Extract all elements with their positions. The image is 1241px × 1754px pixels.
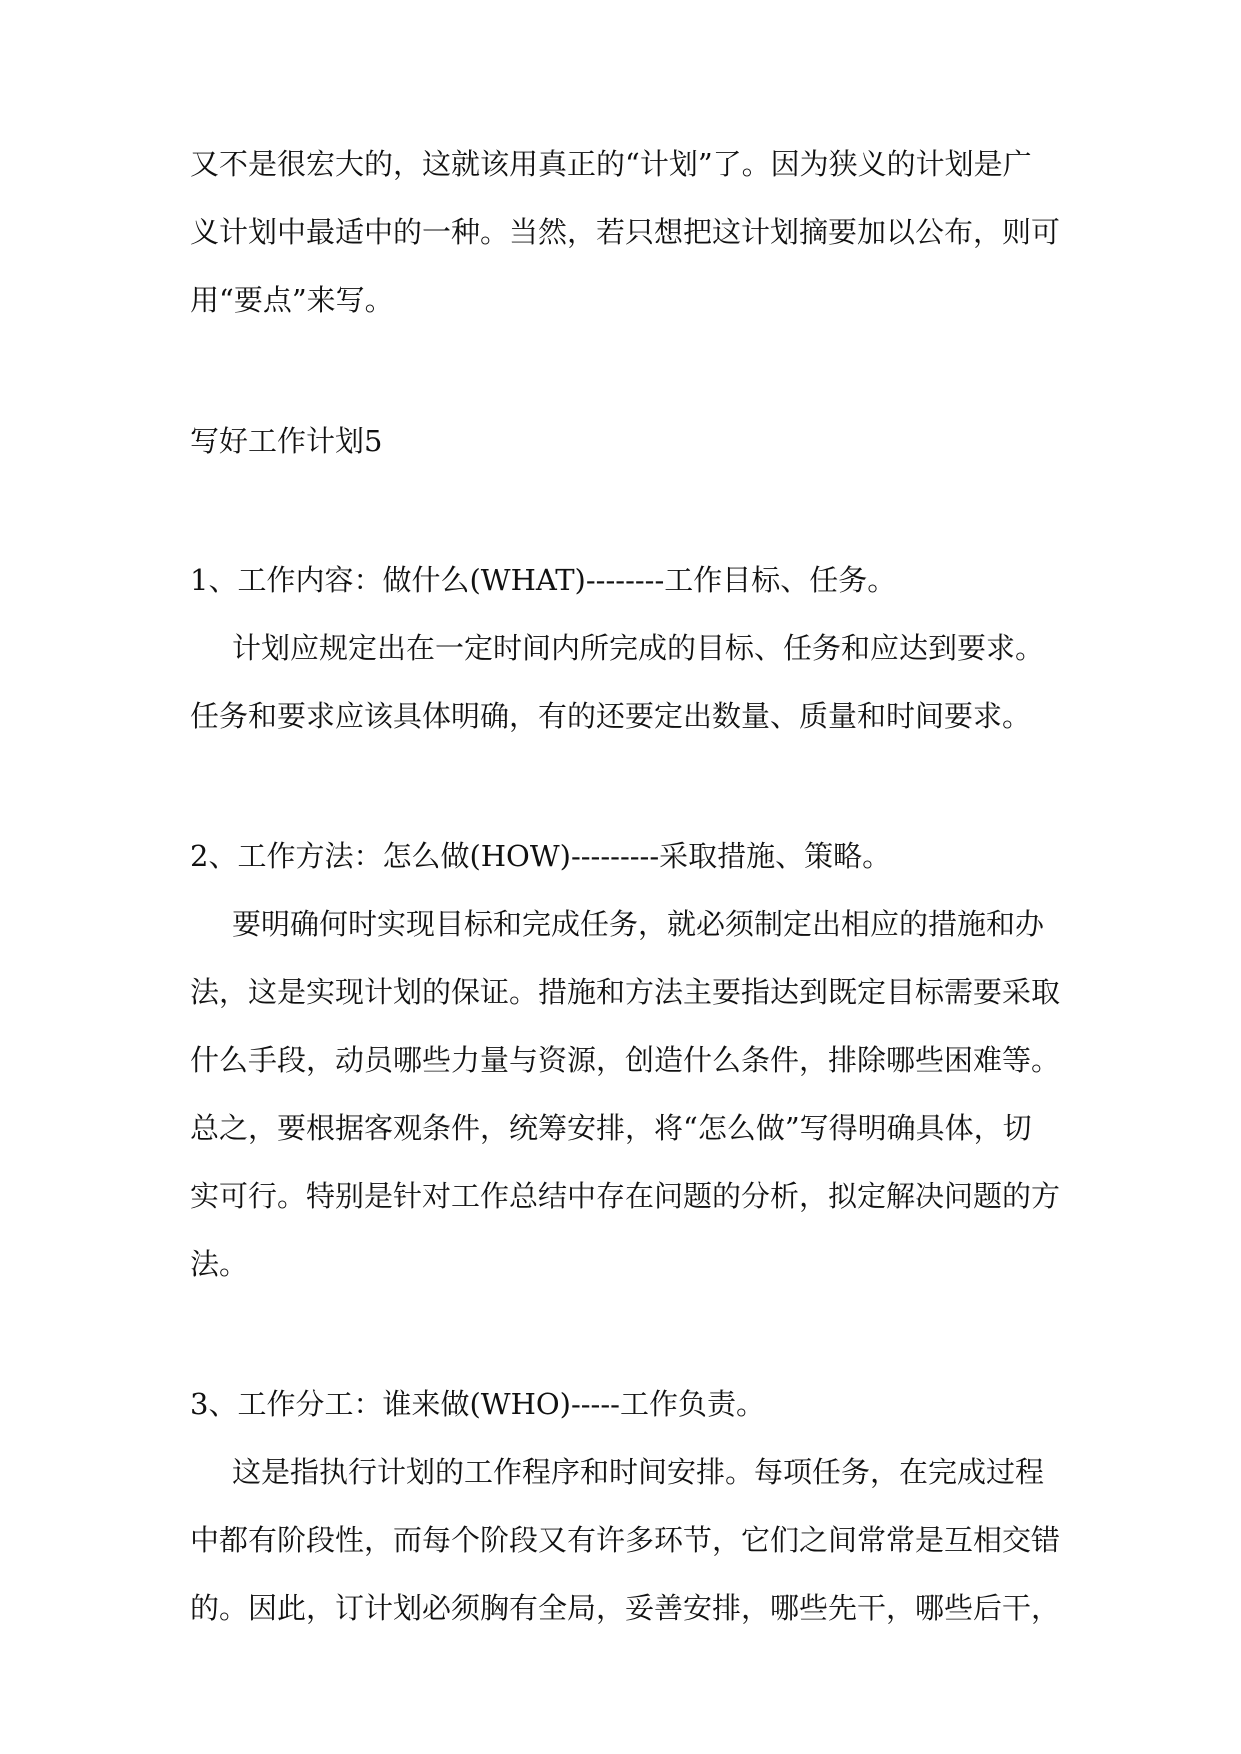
- item2-line-6: 法。: [190, 1247, 249, 1281]
- item2-line-2: 法，这是实现计划的保证。措施和方法主要指达到既定目标需要采取: [190, 975, 1061, 1009]
- item2-line-4: 总之，要根据客观条件，统筹安排，将“怎么做”写得明确具体，切: [190, 1111, 1032, 1145]
- item2-line-5: 实可行。特别是针对工作总结中存在问题的分析，拟定解决问题的方: [190, 1179, 1061, 1213]
- item2-heading: 2、工作方法：怎么做(HOW)---------采取措施、策略。: [190, 839, 892, 873]
- item3-line-2: 中都有阶段性，而每个阶段又有许多环节，它们之间常常是互相交错: [190, 1523, 1061, 1557]
- item2-line-1: 要明确何时实现目标和完成任务，就必须制定出相应的措施和办: [232, 907, 1045, 941]
- intro-line-2: 义计划中最适中的一种。当然，若只想把这计划摘要加以公布，则可: [190, 215, 1061, 249]
- item2-line-3: 什么手段，动员哪些力量与资源，创造什么条件，排除哪些困难等。: [190, 1043, 1061, 1077]
- item3-heading: 3、工作分工：谁来做(WHO)-----工作负责。: [190, 1387, 765, 1421]
- intro-line-3: 用“要点”来写。: [190, 283, 394, 317]
- item1-heading: 1、工作内容：做什么(WHAT)--------工作目标、任务。: [190, 563, 897, 597]
- item3-line-3: 的。因此，订计划必须胸有全局，妥善安排，哪些先干，哪些后干，: [190, 1591, 1061, 1625]
- section-title: 写好工作计划5: [190, 424, 383, 458]
- item1-line-2: 任务和要求应该具体明确，有的还要定出数量、质量和时间要求。: [190, 699, 1032, 733]
- intro-line-1: 又不是很宏大的，这就该用真正的“计划”了。因为狭义的计划是广: [190, 147, 1032, 181]
- item1-line-1: 计划应规定出在一定时间内所完成的目标、任务和应达到要求。: [232, 631, 1045, 665]
- item3-line-1: 这是指执行计划的工作程序和时间安排。每项任务，在完成过程: [232, 1455, 1045, 1489]
